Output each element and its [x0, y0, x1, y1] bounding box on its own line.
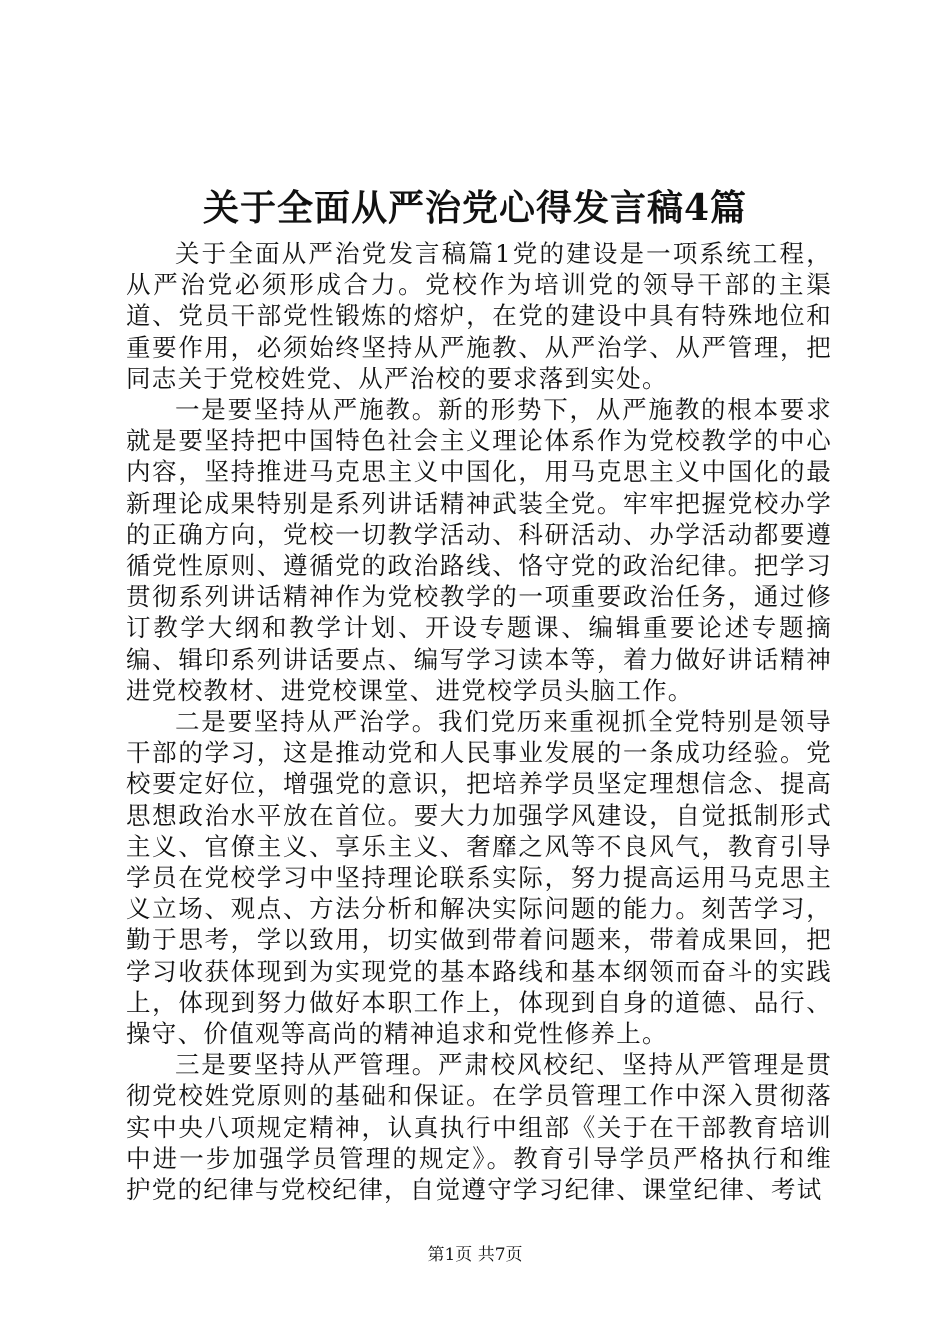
document-body — [126, 238, 832, 1205]
paragraph-study: 二是要坚持从严治学。我们党历来重视抓全党特别是领导干部的学习，这是推动党和人民事业发展的一条成功经验。党校要定好位，增强党的意识，把培养学员坚定理想信念、提高思想政治水平放在首位。要大力加强学风建设，自觉抵制形式主义、官僚主义、享乐主义、奢靡之风等不良风气，教育引导学员在党校学习中坚持理论联系实际，努力提高运用马克思主义立场、观点、方法分析和解决实际问题的能力。刻苦学习，勤于思考，学以致用，切实做到带着问题来，带着成果回，把学习收获体现到为实现党的基本路线和基本纲领而奋斗的实践上，体现到努力做好本职工作上，体现到自身的道德、品行、操守、价值观等高尚的精神追求和党性修养上。 — [126, 707, 832, 1049]
paragraph-teaching: 一是要坚持从严施教。新的形势下，从严施教的根本要求就是要坚持把中国特色社会主义理论体系作为党校教学的中心内容，坚持推进马克思主义中国化，用马克思主义中国化的最新理论成果特别是系列讲话精神武装全党。牢牢把握党校办学的正确方向，党校一切教学活动、科研活动、办学活动都要遵循党性原则、遵循党的政治路线、恪守党的政治纪律。把学习贯彻系列讲话精神作为党校教学的一项重要政治任务，通过修订教学大纲和教学计划、开设专题课、编辑重要论述专题摘编、辑印系列讲话要点、编写学习读本等，着力做好讲话精神进党校教材、进党校课堂、进党校学员头脑工作。 — [126, 395, 832, 705]
paragraph-intro: 关于全面从严治党发言稿篇1党的建设是一项系统工程，从严治党必须形成合力。党校作为培训党的领导干部的主渠道、党员干部党性锻炼的熔炉，在党的建设中具有特殊地位和重要作用，必须始终坚持从严施教、从严治学、从严管理，把同志关于党校姓党、从严治校的要求落到实处。 — [126, 239, 832, 393]
page-number-footer: 第1页 共7页 — [427, 1245, 523, 1265]
paragraph-management: 三是要坚持从严管理。严肃校风校纪、坚持从严管理是贯彻党校姓党原则的基础和保证。在学员管理工作中深入贯彻落实中央八项规定精神，认真执行中组部《关于在干部教育培训中进一步加强学员管理的规定》。教育引导学员严格执行和维护党的纪律与党校纪律，自觉遵守学习纪律、课堂纪律、考试 — [126, 1050, 832, 1205]
document-title: 关于全面从严治党心得发言稿4篇 — [202, 187, 748, 229]
